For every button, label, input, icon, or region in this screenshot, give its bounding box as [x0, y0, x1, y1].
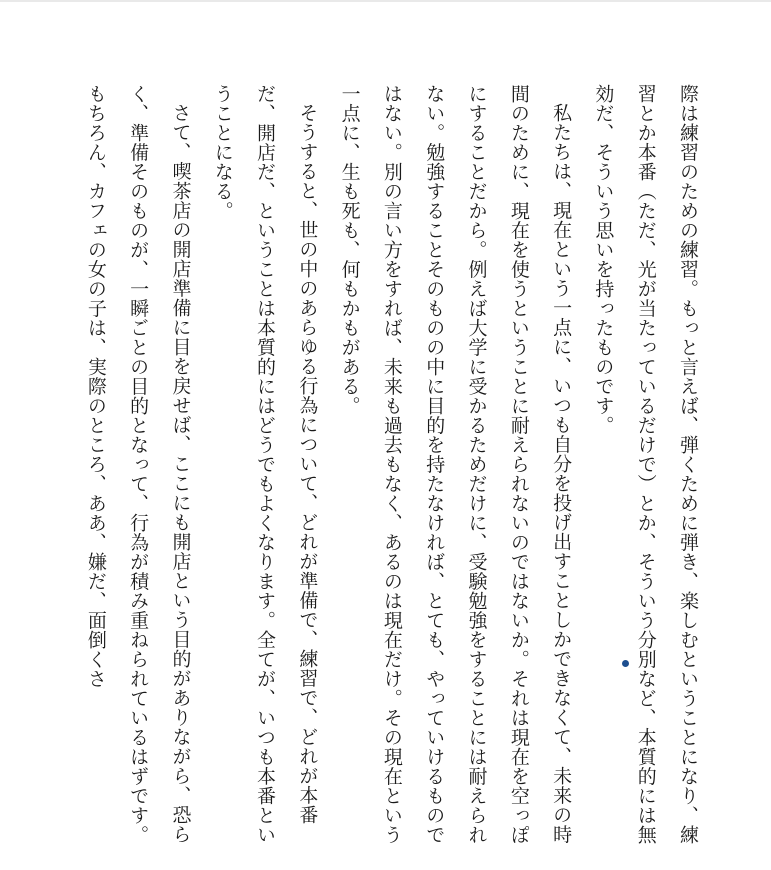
paragraph: そうすると、世の中のあらゆる行為について、どれが準備で、練習で、どれが本番だ、開店だ、ということは本質的にはどうでもよくなります。全てが、いつも本番ということになる。	[211, 84, 319, 845]
paragraph: 際は練習のための練習。もっと言えば、弾くために弾き、楽しむということになり、練習とか本番（ただ、光が当たっているだけで）とか、そういう分別など、本質的には無効だ、そういう思いを持ったものです。	[592, 84, 699, 845]
bookmark-dot-icon[interactable]	[622, 660, 629, 667]
paragraph: 私たちは、現在という一点に、いつも自分を投げ出すことしかできなくて、未来の時間のために、現在を使うということに耐えられないのではないか。それは現在を空っぽにすることだから。例えば大学に受かるためだけに、受験勉強をすることには耐えられない。勉強することそのものの中に目的を持たなければ、とても、やっていけるものではない。別の言い方をすれば、未来も過去もなく、あるのは現在だけ。その現在という一点に、生も死も、何もかもがある。	[338, 84, 573, 845]
top-divider	[0, 0, 771, 2]
paragraph: さて、喫茶店の開店準備に目を戻せば、ここにも開店という目的がありながら、恐らく、準備そのものが、一瞬ごとの目的となって、行為が積み重ねられているはずです。もちろん、カフェの女の子は、実際のところ、ああ、嫌だ、面倒くさ	[84, 84, 192, 845]
vertical-text-body	[75, 84, 709, 860]
